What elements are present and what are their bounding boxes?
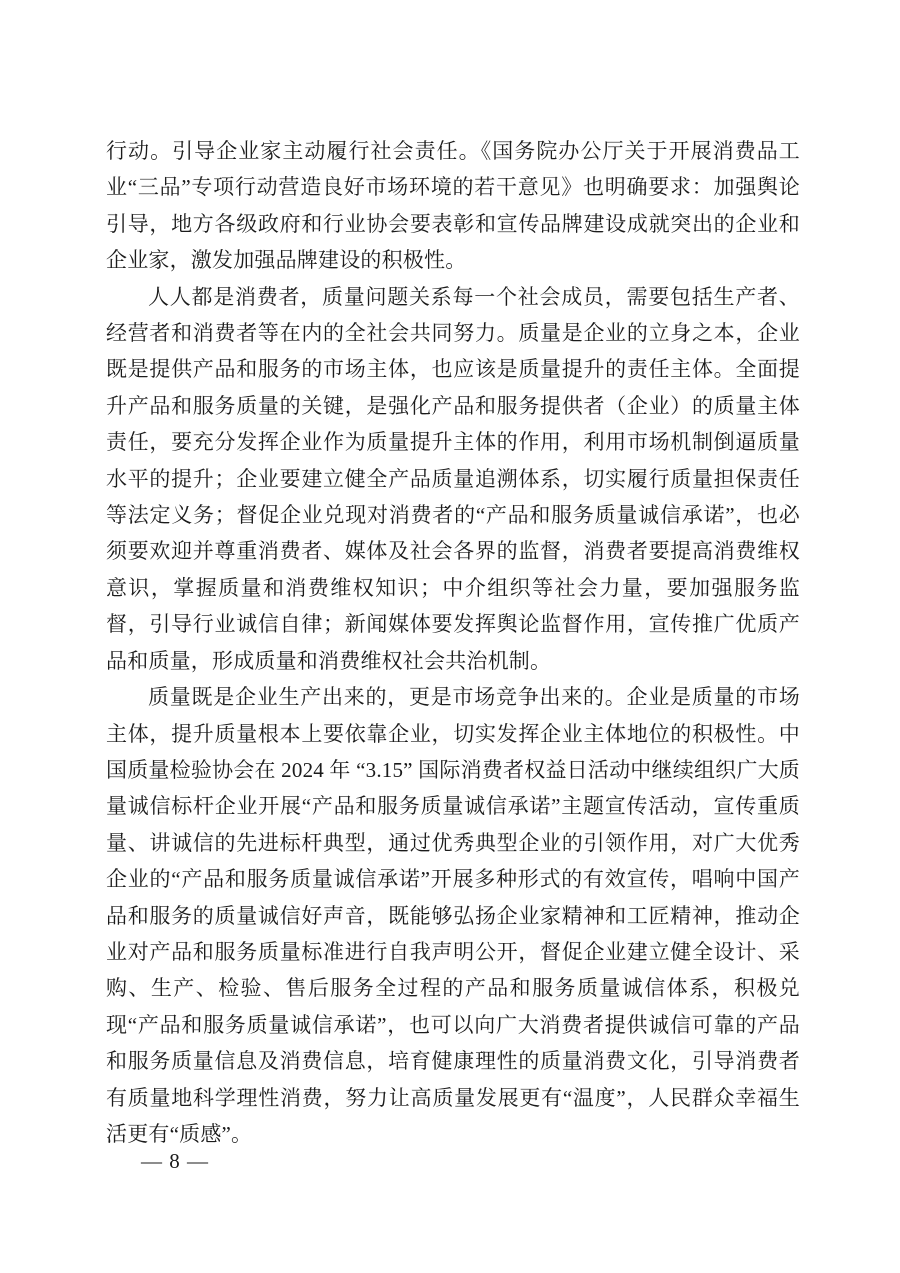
page-number: — 8 — xyxy=(141,1149,209,1173)
paragraph-1: 行动。引导企业家主动履行社会责任。《国务院办公厅关于开展消费品工业“三品”专项行动营造良好市场环境的若干意见》也明确要求：加强舆论引导，地方各级政府和行业协会要表彰和宣传品牌建设成就突出的企业和企业家，激发加强品牌建设的积极性。 xyxy=(106,139,800,273)
paragraph-2: 人人都是消费者，质量问题关系每一个社会成员，需要包括生产者、经营者和消费者等在内的全社会共同努力。质量是企业的立身之本，企业既是提供产品和服务的市场主体，也应该是质量提升的责任主体。全面提升产品和服务质量的关键，是强化产品和服务提供者（企业）的质量主体责任，要充分发挥企业作为质量提升主体的作用，利用市场机制倒逼质量水平的提升；企业要建立健全产品质量追溯体系，切实履行质量担保责任等法定义务；督促企业兑现对消费者的“产品和服务质量诚信承诺”，也必须要欢迎并尊重消费者、媒体及社会各界的监督，消费者要提高消费维权意识，掌握质量和消费维权知识；中介组织等社会力量，要加强服务监督，引导行业诚信自律；新闻媒体要发挥舆论监督作用，宣传推广优质产品和质量，形成质量和消费维权社会共治机制。 xyxy=(106,284,800,673)
document-body xyxy=(106,133,800,1152)
paragraph-3: 质量既是企业生产出来的，更是市场竞争出来的。企业是质量的市场主体，提升质量根本上要依靠企业，切实发挥企业主体地位的积极性。中国质量检验协会在 2024 年 “3.15” 国际消费者权益日活动中继续组织广大质量诚信标杆企业开展“产品和服务质量诚信承诺”主题宣传活动，宣传重质量、讲诚信的先进标杆典型，通过优秀典型企业的引领作用，对广大优秀企业的“产品和服务质量诚信承诺”开展多种形式的有效宣传，唱响中国产品和服务的质量诚信好声音，既能够弘扬企业家精神和工匠精神，推动企业对产品和服务质量标准进行自我声明公开，督促企业建立健全设计、采购、生产、检验、售后服务全过程的产品和服务质量诚信体系，积极兑现“产品和服务质量诚信承诺”，也可以向广大消费者提供诚信可靠的产品和服务质量信息及消费信息，培育健康理性的质量消费文化，引导消费者有质量地科学理性消费，努力让高质量发展更有“温度”，人民群众幸福生活更有“质感”。 xyxy=(106,685,800,1146)
